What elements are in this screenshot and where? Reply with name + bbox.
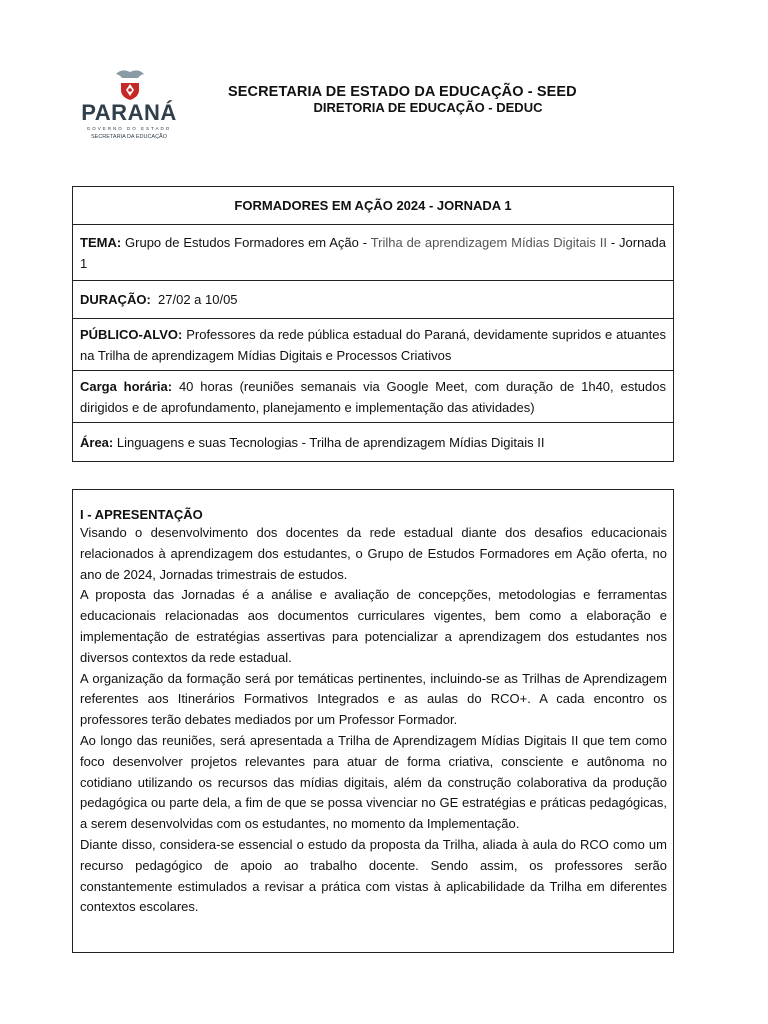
duracao-value: 27/02 a 10/05	[158, 292, 238, 307]
presentation-paragraph: Visando o desenvolvimento dos docentes da rede estadual diante dos desafios educacionais relacionados à aprendizagem dos estudantes, o Grupo de Estudos Formadores em Ação oferta, no ano de 2024, Jornadas trimestrais de estudos.	[80, 525, 667, 582]
header-subtitle: DIRETORIA DE EDUCAÇÃO - DEDUC	[313, 100, 543, 115]
info-row-carga	[73, 371, 673, 423]
tema-value-b: Trilha de aprendizagem Mídias Digitais II	[370, 234, 607, 250]
parana-logo	[80, 66, 180, 144]
duracao-label: DURAÇÃO:	[80, 292, 151, 307]
carga-label: Carga horária:	[80, 378, 173, 394]
presentation-heading: I - APRESENTAÇÃO	[80, 507, 203, 522]
tema-value-a: Grupo de Estudos Formadores em Ação -	[125, 234, 368, 250]
carga-value: 40 horas (reuniões semanais via Google Meet, com duração de 1h40, estudos dirigidos e de aprofundamento, planejamento e implementação das atividades)	[80, 378, 666, 415]
presentation-section	[72, 489, 674, 953]
info-table	[72, 186, 674, 462]
presentation-paragraph: A organização da formação será por temáticas pertinentes, incluindo-se as Trilhas de Aprendizagem referentes aos Itinerários Formativos Integrados e as aulas do RCO+. A cada encontro os professores terão debates mediados por um Professor Formador.	[80, 670, 667, 728]
tema-value-c: - Jornada 1	[80, 234, 666, 271]
parana-crest-icon	[114, 66, 146, 102]
header-title: SECRETARIA DE ESTADO DA EDUCAÇÃO - SEED	[228, 84, 577, 100]
duracao-text	[80, 289, 666, 310]
tema-text	[80, 232, 666, 274]
tema-label: TEMA:	[80, 234, 122, 250]
logo-government-label: GOVERNO DO ESTADO	[86, 126, 172, 131]
info-title-text: FORMADORES EM AÇÃO 2024 - JORNADA 1	[234, 198, 512, 213]
info-row-publico	[73, 319, 673, 371]
publico-value: Professores da rede pública estadual do Paraná, devidamente supridos e atuantes na Trilha de aprendizagem Mídias Digitais e Processos Criativos	[80, 326, 666, 363]
publico-text	[80, 324, 666, 366]
info-row-area	[73, 423, 673, 461]
info-row-tema	[73, 225, 673, 281]
logo-wordmark: PARANÁ	[81, 100, 177, 125]
logo-department-label: SECRETARIA DA EDUCAÇÃO	[91, 134, 167, 140]
area-text	[80, 432, 666, 453]
publico-label: PÚBLICO-ALVO:	[80, 326, 183, 342]
area-value: Linguagens e suas Tecnologias - Trilha de aprendizagem Mídias Digitais II	[116, 434, 545, 450]
info-row-duracao	[73, 281, 673, 319]
info-title	[73, 187, 673, 225]
presentation-paragraph: A proposta das Jornadas é a análise e avaliação de concepções, metodologias e ferramentas educacionais relacionadas aos documentos curriculares vigentes, bem como a elaboração e implementação de estratégias assertivas para potencializar a aprendizagem dos estudantes nos diversos contextos da rede estadual.	[80, 587, 667, 665]
carga-text	[80, 376, 666, 418]
presentation-paragraph: Ao longo das reuniões, será apresentada a Trilha de Aprendizagem Mídias Digitais II que tem como foco desenvolver projetos relevantes para atuar de forma criativa, consciente e autônoma no cotidiano utilizando os recursos das mídias digitais, além da construção colaborativa da produção pedagógica ou parte dela, a fim de que se possa vivenciar no GE estratégias e práticas pedagógicas, a serem desenvolvidas com os estudantes, no momento da Implementação.	[80, 732, 667, 832]
area-label: Área:	[80, 434, 114, 450]
presentation-paragraph: Diante disso, considera-se essencial o estudo da proposta da Trilha, aliada à aula do RCO como um recurso pedagógico de apoio ao trabalho docente. Sendo assim, os professores serão constantemente estimulados a revisar a prática com vistas à aplicabilidade da Trilha em diferentes contextos escolares.	[80, 836, 667, 915]
